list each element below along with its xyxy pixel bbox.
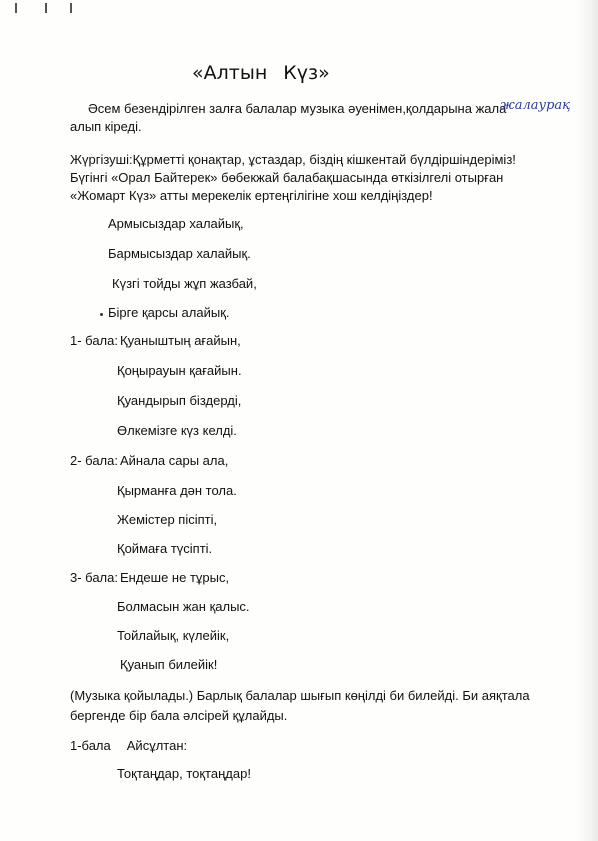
stage-direction-2: бергенде бір бала әлсірей құлайды.	[70, 708, 288, 723]
stray-dot	[100, 313, 103, 316]
speaker-label: 3- бала:	[70, 570, 118, 585]
verse-line: Болмасын жан қалыс.	[117, 599, 250, 614]
scan-mark	[70, 3, 72, 13]
host-line-3: «Жомарт Күз» атты мерекелік ертеңгілігіне хош келдіңіздер!	[70, 188, 433, 203]
verse-line: Армысыздар халайық,	[108, 216, 244, 231]
verse-text: Қуаныштың ағайын,	[120, 333, 241, 348]
verse-line: Тоқтаңдар, тоқтаңдар!	[117, 766, 251, 781]
host-line-2: Бүгінгі «Орал Байтерек» бөбекжай балабақшасында өткізілгелі отырған	[70, 170, 504, 185]
intro-line-2: алып кіреді.	[70, 119, 142, 134]
child3-line-1	[70, 570, 229, 585]
scan-mark	[45, 3, 47, 13]
document-title: «Алтын Күз»	[192, 62, 330, 84]
child1-line-1	[70, 333, 241, 348]
speaker-label: 1- бала:	[70, 333, 118, 348]
speaker-label: 1-бала	[70, 738, 111, 753]
scan-mark	[15, 3, 17, 13]
verse-text: Айнала сары ала,	[120, 453, 229, 468]
verse-line: Өлкемізге күз келді.	[117, 423, 237, 438]
child2-line-1	[70, 453, 228, 468]
speaker-name: Айсұлтан:	[126, 738, 188, 753]
verse-line: Жемістер пісіпті,	[117, 512, 218, 527]
stage-direction-1: (Музыка қойылады.) Барлық балалар шығып көңілді би билейді. Би аяқтала	[70, 688, 530, 703]
child4-line-1	[70, 738, 187, 753]
verse-line: Қоңырауын қағайын.	[117, 363, 242, 378]
verse-line: Қуанып билейік!	[120, 657, 218, 672]
verse-line: Тойлайық, күлейік,	[117, 628, 230, 643]
verse-text: Ендеше не тұрыс,	[120, 570, 230, 585]
verse-line: Қуандырып біздерді,	[117, 393, 242, 408]
verse-line: Қырманға дән тола.	[117, 483, 237, 498]
scan-edge-shadow	[576, 0, 598, 841]
speaker-label: 2- бала:	[70, 453, 118, 468]
verse-line: Бірге қарсы алайық.	[108, 305, 230, 320]
host-line-1: Жүргізуші:Құрметті қонақтар, ұстаздар, біздің кішкентай бүлдіршіндеріміз!	[70, 152, 516, 167]
handwritten-note: жалаурақ	[500, 98, 571, 113]
verse-line: Күзгі тойды жұп жазбай,	[112, 276, 257, 291]
intro-line-1: Әсем безендірілген залға балалар музыка әуенімен,қолдарына жала	[88, 101, 507, 116]
verse-line: Қоймаға түсіпті.	[117, 541, 213, 556]
verse-line: Бармысыздар халайық.	[108, 246, 251, 261]
